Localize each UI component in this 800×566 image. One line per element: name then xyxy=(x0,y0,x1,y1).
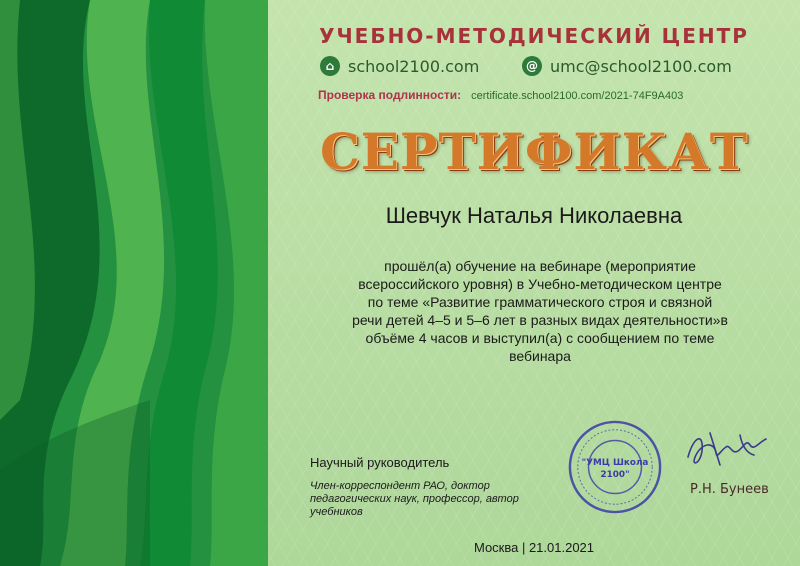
site-contact xyxy=(320,56,479,76)
place-and-date: Москва | 21.01.2021 xyxy=(473,540,595,555)
home-lock-icon: ⌂ xyxy=(320,56,340,76)
verification xyxy=(318,88,683,102)
verify-url-link[interactable]: certificate.school2100.com/2021-74F9A403 xyxy=(471,90,684,102)
svg-text:"УМЦ Школа: "УМЦ Школа xyxy=(581,458,649,469)
stamp-seal xyxy=(566,418,664,516)
decorative-panel xyxy=(0,0,268,566)
certificate-body xyxy=(300,257,780,365)
supervisor-desc-line: Член-корреспондент РАО, доктор xyxy=(310,480,490,492)
green-waves-graphic xyxy=(0,0,268,566)
certificate-title: СЕРТИФИКАТ xyxy=(319,122,749,181)
body-line: по теме «Развитие грамматического строя и связной xyxy=(367,294,713,310)
site-link[interactable]: school2100.com xyxy=(348,56,480,76)
signer-name: Р.Н. Бунеев xyxy=(690,482,769,497)
body-line: всероссийского уровня) в Учебно-методическом центре xyxy=(358,276,722,292)
svg-text:2100": 2100" xyxy=(600,469,630,480)
verify-label: Проверка подлинности: xyxy=(318,88,462,102)
signature xyxy=(680,425,780,475)
body-line: объёме 4 часов и выступил(а) с сообщением по теме xyxy=(365,330,715,346)
body-line: речи детей 4–5 и 5–6 лет в разных видах деятельности»в xyxy=(352,312,728,328)
supervisor-block xyxy=(310,455,550,519)
email-contact xyxy=(522,56,732,76)
body-line: прошёл(а) обучение на вебинаре (мероприятие xyxy=(384,258,696,274)
supervisor-title: Научный руководитель xyxy=(310,455,450,470)
supervisor-desc-line: педагогических наук, профессор, автор xyxy=(310,493,519,505)
at-icon: @ xyxy=(522,56,542,76)
recipient-name: Шевчук Наталья Николаевна xyxy=(385,203,683,228)
organization-title: УЧЕБНО-МЕТОДИЧЕСКИЙ ЦЕНТР xyxy=(319,24,749,48)
supervisor-description xyxy=(310,480,550,519)
supervisor-desc-line: учебников xyxy=(310,506,363,518)
body-line: вебинара xyxy=(509,348,571,364)
email-link[interactable]: umc@school2100.com xyxy=(550,56,732,76)
